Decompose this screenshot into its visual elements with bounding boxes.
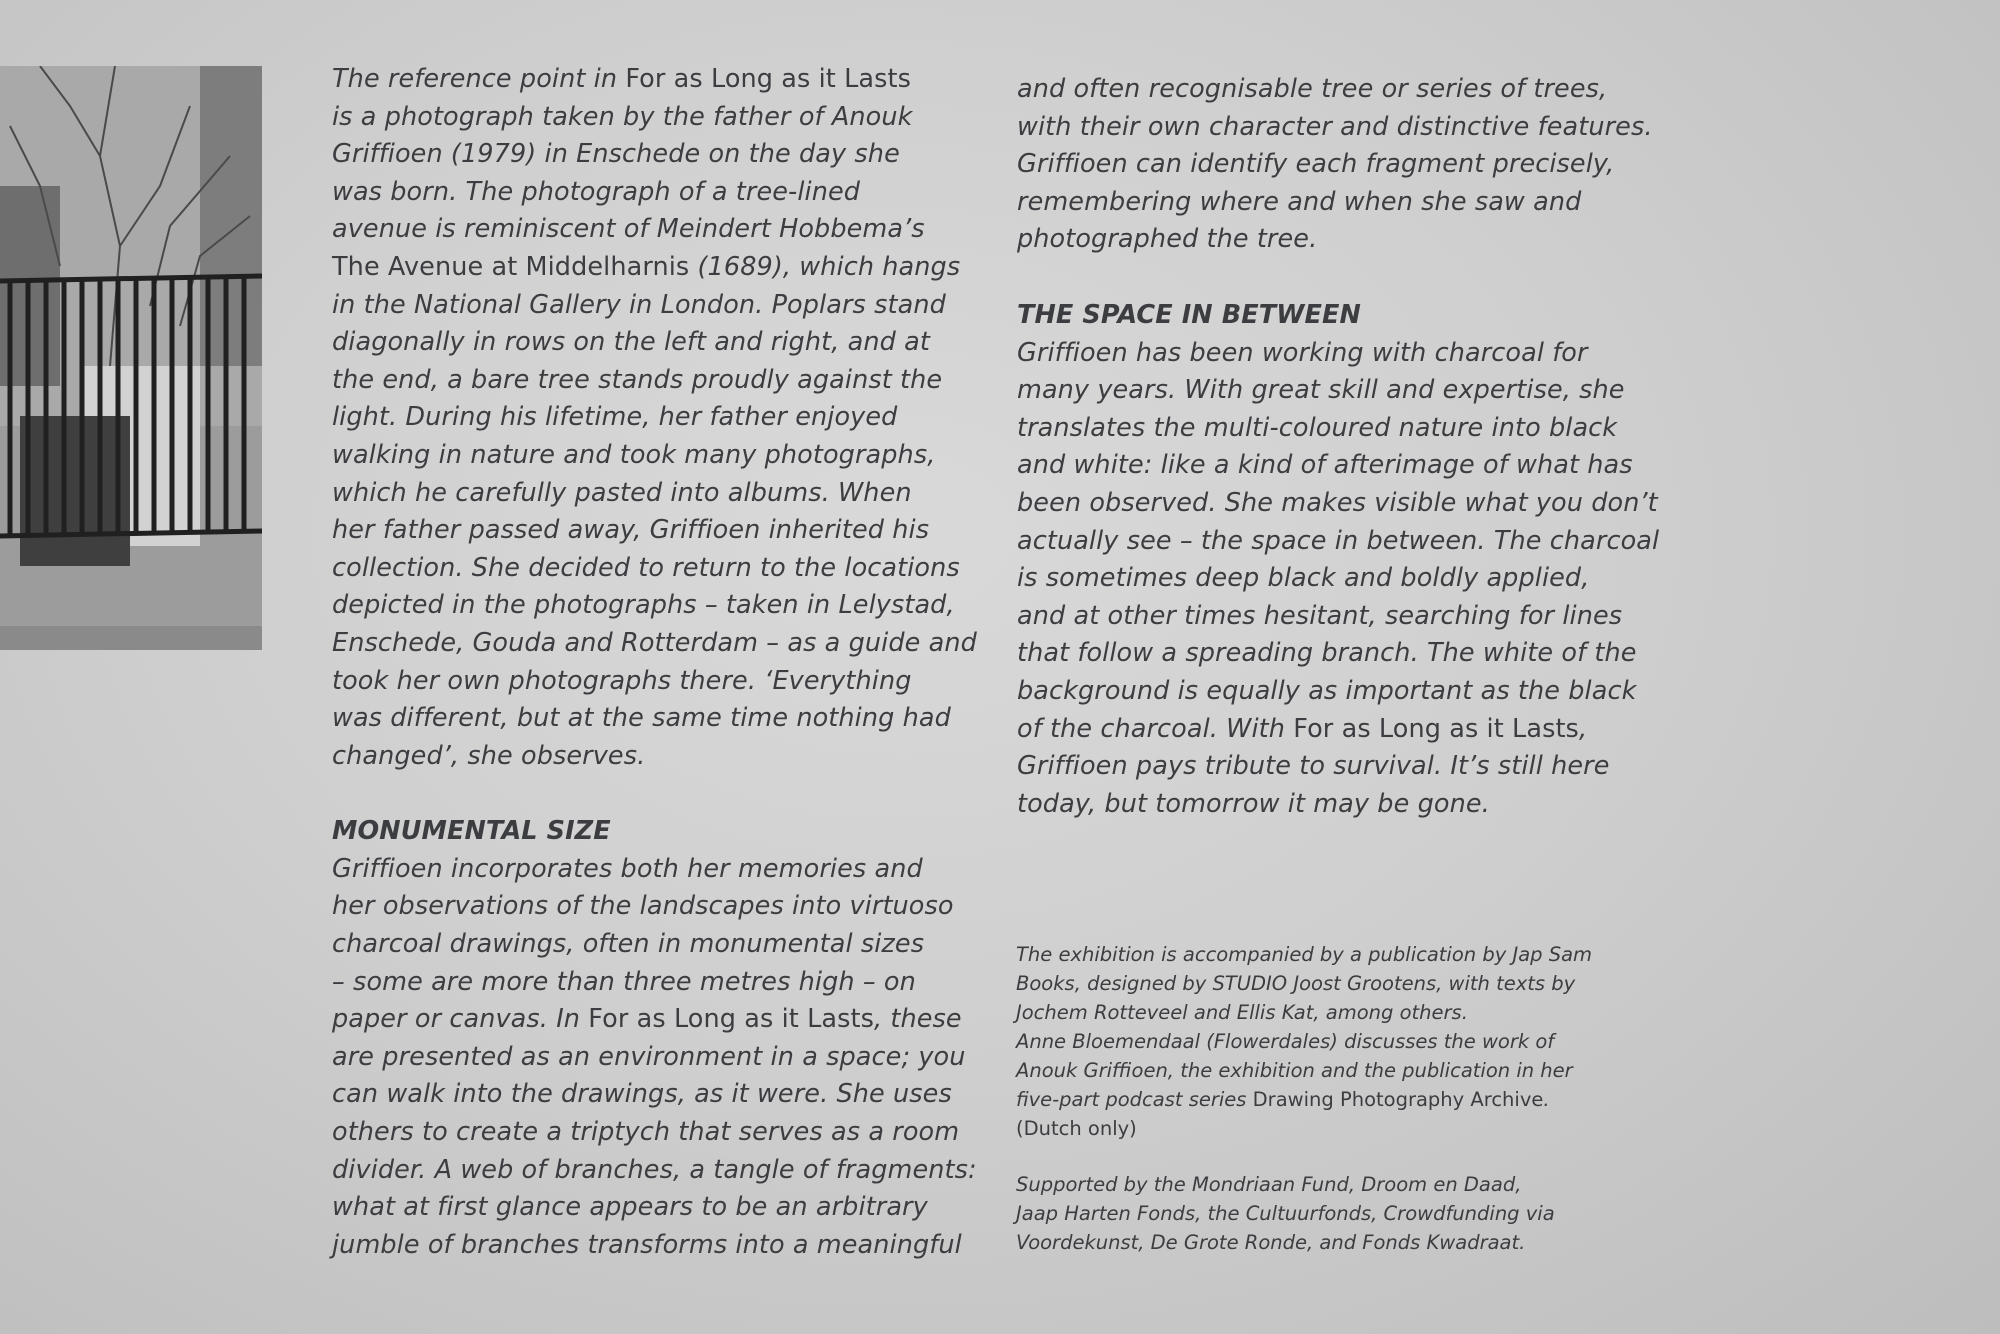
line-text: been observed. She makes visible what you don’t [1017, 487, 1658, 518]
text-line [332, 362, 977, 400]
text-line [332, 324, 977, 362]
line-text: actually see – the space in between. The charcoal [1017, 525, 1660, 556]
line-text: – some are more than three metres high – on [332, 966, 916, 997]
line-text: , [1578, 713, 1588, 744]
text-line [1017, 673, 1659, 711]
text-line [332, 700, 977, 738]
line-text: avenue is reminiscent of Meindert Hobbema’s [332, 214, 925, 245]
line-text: are presented as an environment in a space; you [332, 1041, 966, 1072]
text-line [332, 1076, 977, 1114]
text-line [1017, 335, 1659, 373]
line-text: paper or canvas. In [332, 1004, 589, 1035]
line-text: photographed the tree. [1017, 224, 1318, 255]
text-line [332, 136, 977, 174]
line-text: today, but tomorrow it may be gone. [1017, 788, 1490, 819]
line-text: light. During his lifetime, her father enjoyed [332, 402, 898, 433]
line-text: background is equally as important as the black [1017, 675, 1637, 706]
text-line [332, 587, 977, 625]
intro-paragraph [332, 61, 977, 775]
text-line [1017, 109, 1659, 147]
line-text: collection. She decided to return to the locations [332, 552, 960, 583]
line-text: divider. A web of branches, a tangle of fragments: [332, 1154, 977, 1185]
text-line [332, 625, 977, 663]
text-line [1016, 1114, 1592, 1143]
line-text: and often recognisable tree or series of trees, [1017, 74, 1608, 104]
text-line [1017, 635, 1659, 673]
text-line [1016, 1027, 1592, 1056]
work-title: For as Long as it Lasts [1293, 713, 1579, 744]
text-line [1016, 1085, 1592, 1114]
line-text: Jaap Harten Fonds, the Cultuurfonds, Crowdfunding via [1016, 1202, 1555, 1225]
support-note [1016, 1170, 1555, 1257]
text-line [1017, 410, 1659, 448]
line-text: is a photograph taken by the father of Anouk [332, 101, 913, 132]
line-text: and white: like a kind of afterimage of what has [1017, 450, 1633, 481]
text-line [1017, 560, 1659, 598]
work-title: Drawing Photography Archive [1252, 1088, 1544, 1111]
line-text: Griffioen pays tribute to survival. It’s still here [1017, 751, 1610, 782]
text-line [332, 399, 977, 437]
line-text: Anne Bloemendaal (Flowerdales) discusses the work of [1016, 1030, 1555, 1053]
line-text: Books, designed by STUDIO Joost Grootens, with texts by [1016, 972, 1576, 995]
line-text: . [1543, 1088, 1550, 1111]
text-line [1017, 485, 1659, 523]
line-text: can walk into the drawings, as it were. She uses [332, 1079, 952, 1110]
text-line [332, 475, 977, 513]
line-text: charcoal drawings, often in monumental sizes [332, 929, 925, 960]
text-line [332, 61, 977, 99]
right-text-column [1017, 71, 1659, 823]
text-line [1017, 71, 1659, 109]
text-line [1017, 598, 1659, 636]
text-line [1017, 447, 1659, 485]
text-line [332, 1189, 977, 1227]
line-text: Enschede, Gouda and Rotterdam – as a guide and [332, 627, 977, 658]
text-line [332, 888, 977, 926]
text-line [1016, 998, 1592, 1027]
text-line [1017, 372, 1659, 410]
line-text: , these [873, 1004, 962, 1035]
line-text: Supported by the Mondriaan Fund, Droom en Daad, [1016, 1173, 1522, 1196]
monumental-size-paragraph [332, 851, 977, 1265]
line-text: was different, but at the same time nothing had [332, 703, 951, 734]
line-text: took her own photographs there. ‘Everything [332, 665, 912, 696]
left-text-column [332, 61, 977, 1264]
space-in-between-heading: THE SPACE IN BETWEEN [1017, 299, 1361, 330]
line-text: Voordekunst, De Grote Ronde, and Fonds Kwadraat. [1016, 1231, 1526, 1254]
text-line [332, 1114, 977, 1152]
line-text: of the charcoal. With [1017, 713, 1294, 744]
line-text: translates the multi-coloured nature into black [1017, 412, 1618, 443]
text-line [332, 964, 977, 1002]
text-line [332, 249, 977, 287]
line-text: remembering where and when she saw and [1017, 186, 1582, 217]
text-line [332, 1227, 977, 1265]
line-text: many years. With great skill and expertise, she [1017, 375, 1625, 406]
text-line [1016, 940, 1592, 969]
text-line [332, 1001, 977, 1039]
line-text: which he carefully pasted into albums. When [332, 477, 912, 508]
line-text: (1689), which hangs [689, 251, 961, 282]
line-text: walking in nature and took many photographs, [332, 439, 936, 470]
line-text: Griffioen has been working with charcoal for [1017, 337, 1588, 368]
line-text: The exhibition is accompanied by a publication by Jap Sam [1016, 943, 1593, 966]
line-text: The reference point in [332, 64, 626, 94]
text-line [1016, 969, 1592, 998]
text-line [332, 1039, 977, 1077]
line-text: Jochem Rotteveel and Ellis Kat, among others. [1016, 1001, 1468, 1024]
line-text: five-part podcast series [1016, 1088, 1253, 1111]
line-text: her observations of the landscapes into virtuoso [332, 891, 954, 922]
line-text: her father passed away, Griffioen inherited his [332, 515, 930, 546]
line-text: changed’, she observes. [332, 740, 646, 771]
text-line [332, 174, 977, 212]
text-line [332, 663, 977, 701]
text-line [332, 437, 977, 475]
line-text: is sometimes deep black and boldly applied, [1017, 563, 1590, 594]
text-line [1016, 1170, 1555, 1199]
line-text: that follow a spreading branch. The white of the [1017, 638, 1637, 669]
line-text: what at first glance appears to be an arbitrary [332, 1192, 928, 1223]
space-in-between-paragraph [1017, 335, 1659, 824]
text-line [332, 851, 977, 889]
text-line [1017, 221, 1659, 259]
line-text: jumble of branches transforms into a meaningful [332, 1229, 962, 1260]
line-text: Anouk Griffioen, the exhibition and the publication in her [1016, 1059, 1573, 1082]
text-line [1017, 786, 1659, 824]
line-text: Griffioen (1979) in Enschede on the day she [332, 139, 900, 170]
text-line [332, 512, 977, 550]
text-line [332, 211, 977, 249]
text-line [332, 287, 977, 325]
line-text: in the National Gallery in London. Poplars stand [332, 289, 946, 320]
text-line [332, 926, 977, 964]
line-text: with their own character and distinctive features. [1017, 111, 1653, 142]
line-text: diagonally in rows on the left and right, and at [332, 327, 930, 358]
text-line [1017, 184, 1659, 222]
text-line [332, 550, 977, 588]
text-line [332, 1152, 977, 1190]
line-text: depicted in the photographs – taken in Lelystad, [332, 590, 955, 621]
exhibition-photo [0, 66, 262, 650]
text-line [332, 738, 977, 776]
line-text: and at other times hesitant, searching for lines [1017, 600, 1623, 631]
text-line [1016, 1228, 1555, 1257]
line-text: was born. The photograph of a tree-lined [332, 176, 861, 207]
text-line [1016, 1056, 1592, 1085]
work-title: For as Long as it Lasts [588, 1004, 874, 1035]
text-line [1017, 711, 1659, 749]
text-line [1017, 748, 1659, 786]
line-text: Griffioen can identify each fragment precisely, [1017, 149, 1615, 180]
text-line [332, 99, 977, 137]
work-title: The Avenue at Middelharnis [332, 251, 690, 282]
text-line [1017, 523, 1659, 561]
publication-note [1016, 940, 1592, 1143]
line-text: others to create a triptych that serves as a room [332, 1117, 960, 1148]
monumental-size-heading: MONUMENTAL SIZE [332, 816, 611, 847]
text-line [1016, 1199, 1555, 1228]
work-title: (Dutch only) [1016, 1117, 1137, 1140]
work-title: For as Long as it Lasts [625, 64, 912, 94]
line-text: Griffioen incorporates both her memories and [332, 853, 923, 884]
text-line [1017, 146, 1659, 184]
continued-paragraph [1017, 71, 1659, 259]
line-text: the end, a bare tree stands proudly against the [332, 364, 943, 395]
